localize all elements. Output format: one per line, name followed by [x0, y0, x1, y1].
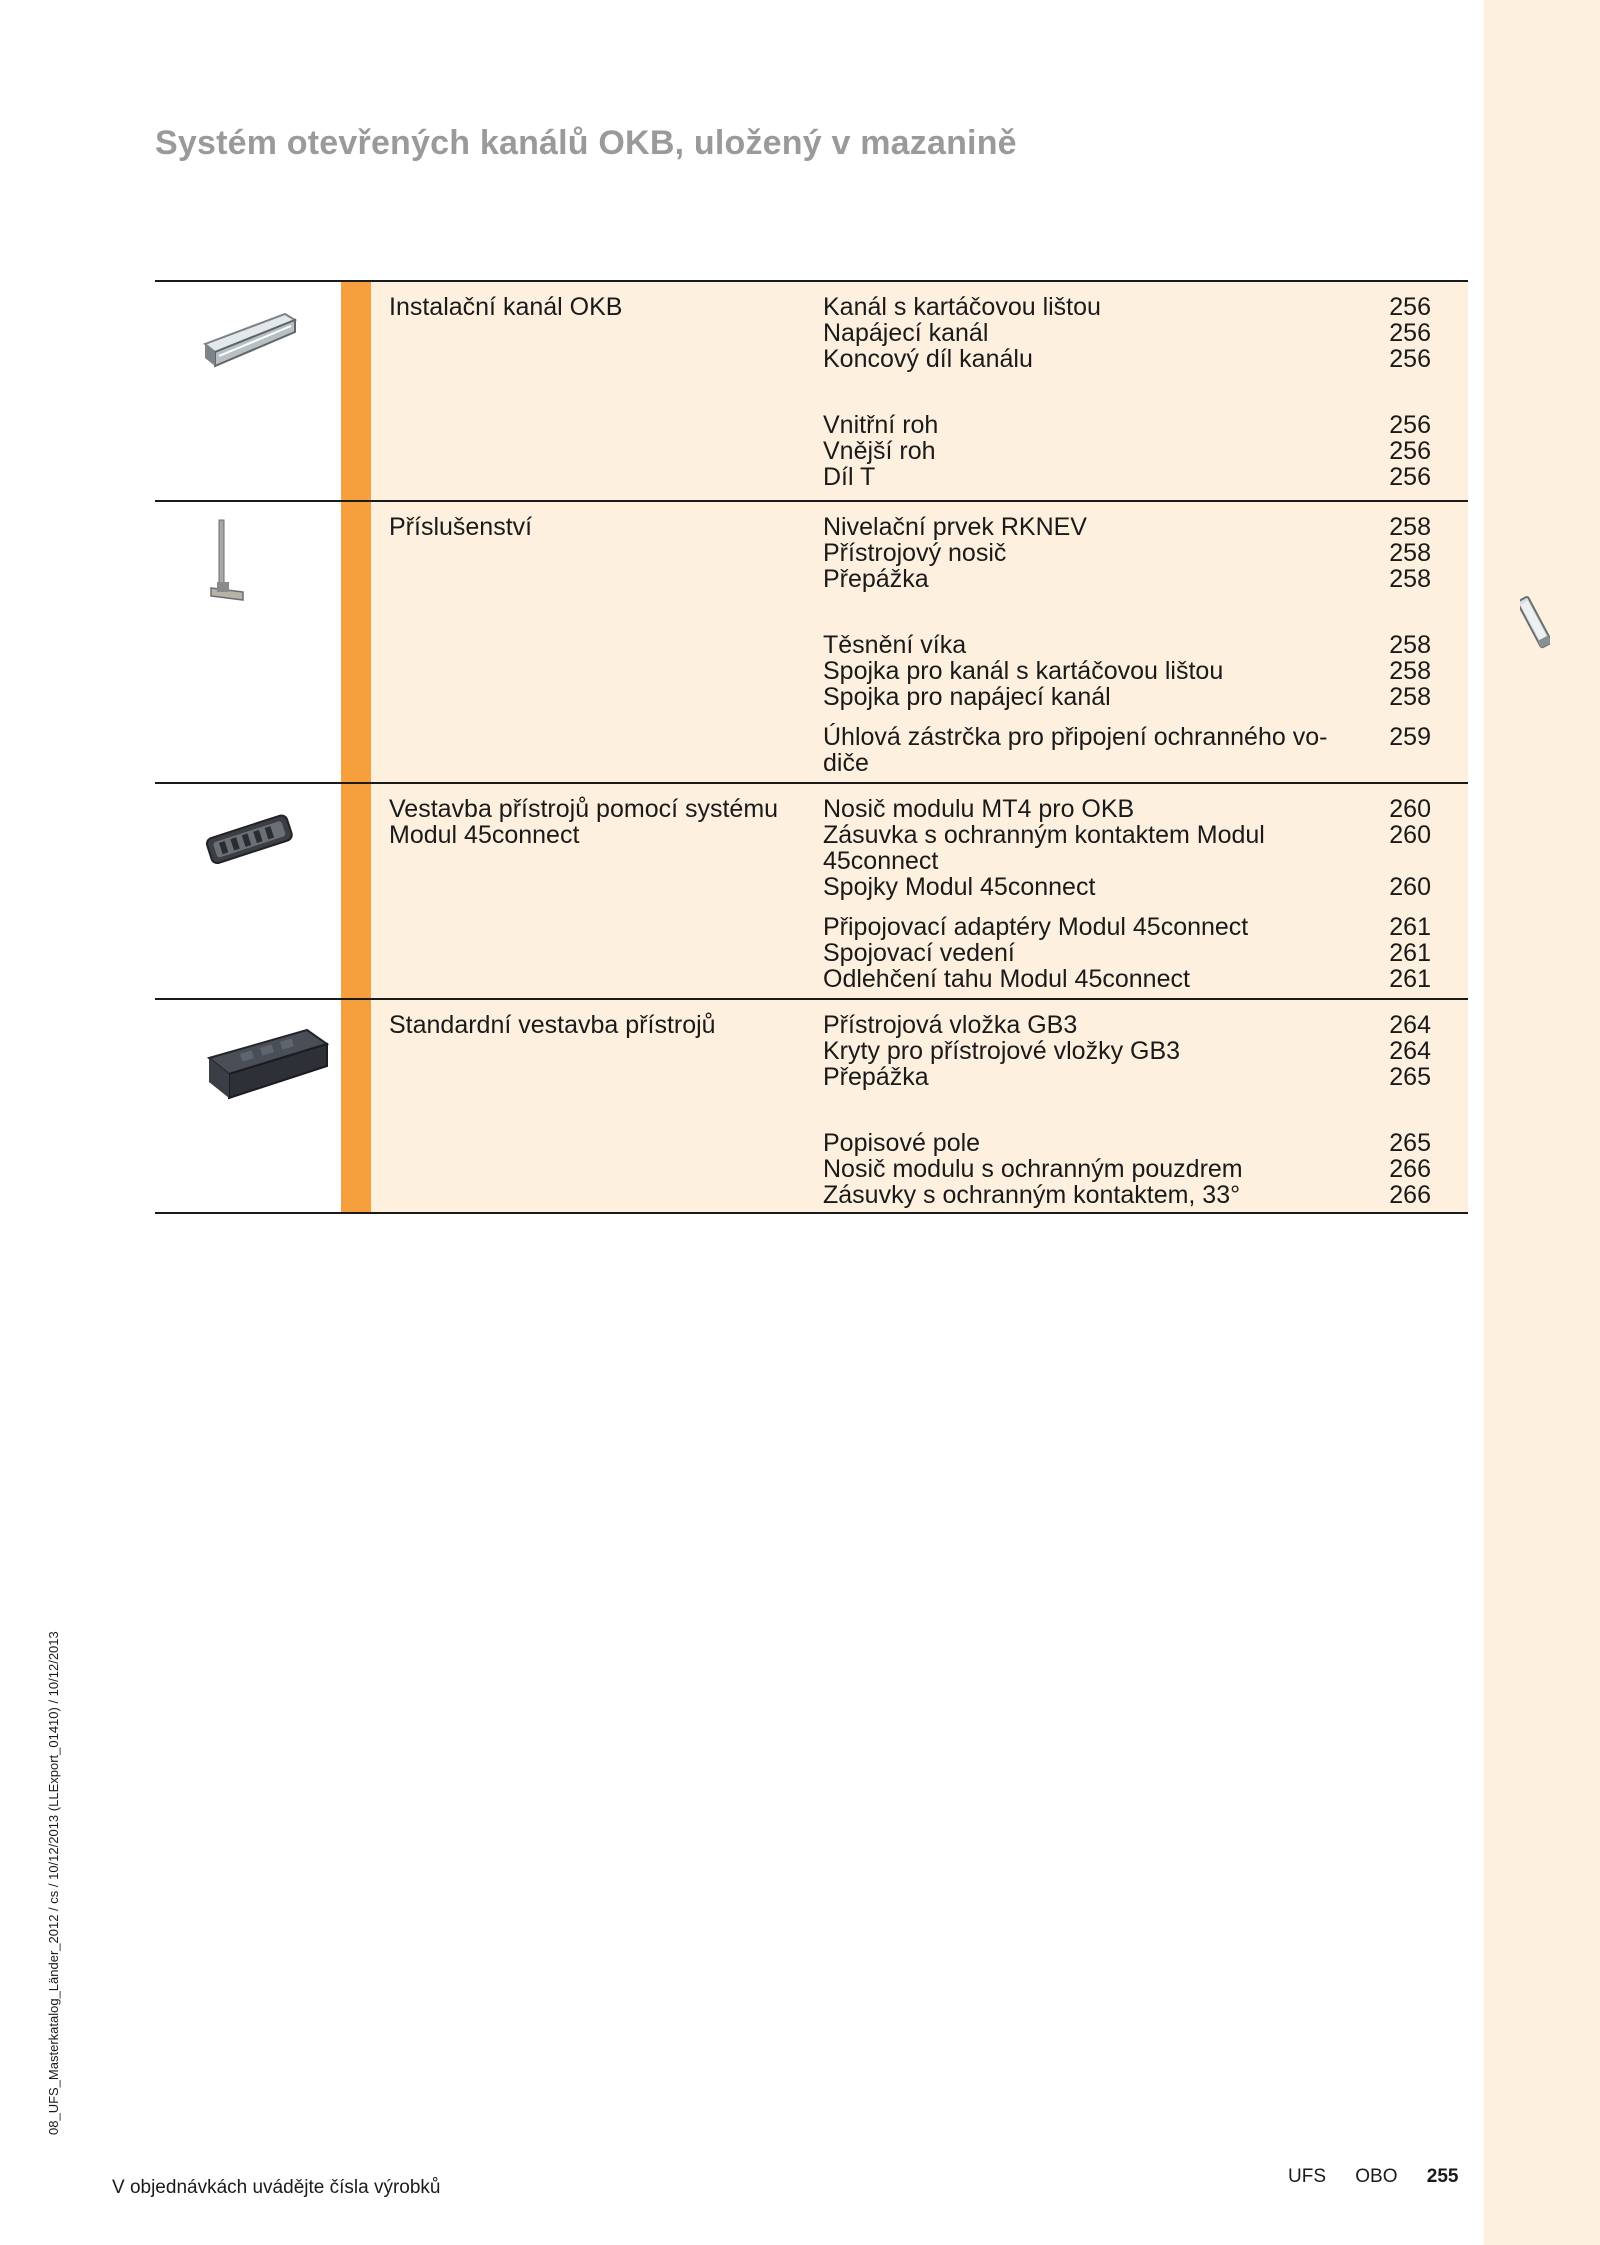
toc-entry: [823, 822, 1468, 874]
section-content: [371, 1000, 1468, 1212]
toc-entry: [823, 320, 1468, 346]
entry-page: 256: [1389, 463, 1431, 491]
side-color-strip: [1484, 0, 1600, 2245]
toc-entry: [823, 658, 1468, 684]
section-accent-bar: [341, 784, 371, 998]
entry-page: 258: [1389, 539, 1431, 567]
entry-name: Přístrojový nosič: [823, 539, 1007, 567]
entry-name: Úhlová zástrčka pro připojení ochranného vo- diče: [823, 723, 1328, 777]
entry-name: Přepážka: [823, 1063, 929, 1091]
toc-entry: [823, 874, 1468, 900]
entry-name: Vnější roh: [823, 437, 936, 465]
toc-entry: [823, 1130, 1468, 1156]
document-meta-note: 08_UFS_Masterkatalog_Länder_2012 / cs / 10/12/2013 (LLExport_01410) / 10/12/2013: [46, 1631, 61, 2135]
entry-page: 264: [1389, 1011, 1431, 1039]
toc-entry: [823, 1182, 1468, 1208]
toc-entry: [823, 1038, 1468, 1064]
entry-page: 261: [1389, 939, 1431, 967]
entry-group: [823, 724, 1468, 776]
entry-group: [823, 1012, 1468, 1090]
entry-group: [823, 412, 1468, 490]
section-content: [371, 784, 1468, 998]
entry-page: 260: [1389, 795, 1431, 823]
toc-section: [155, 282, 1468, 502]
entry-name: Přepážka: [823, 565, 929, 593]
section-thumbnail: [155, 784, 341, 998]
section-category: Příslušenství: [389, 513, 533, 541]
entry-page: 256: [1389, 345, 1431, 373]
entry-name: Připojovací adaptéry Modul 45connect: [823, 913, 1249, 941]
entry-page: 264: [1389, 1037, 1431, 1065]
entry-name: Nivelační prvek RKNEV: [823, 513, 1087, 541]
entry-name: Spojky Modul 45connect: [823, 873, 1096, 901]
entry-name: Spojovací vedení: [823, 939, 1015, 967]
footer-right: [1288, 2166, 1459, 2188]
entry-page: 256: [1389, 319, 1431, 347]
toc-entry: [823, 684, 1468, 710]
footer-brand: OBO: [1355, 2166, 1398, 2187]
entry-group: [823, 294, 1468, 372]
entry-name: Zásuvka s ochranným kontaktem Modul 45connect: [823, 821, 1272, 875]
toc-section: [155, 502, 1468, 784]
contents-table: [155, 280, 1468, 1214]
toc-entry: [823, 1156, 1468, 1182]
entry-group: [823, 796, 1468, 900]
toc-entry: [823, 566, 1468, 592]
page-number: 255: [1426, 2166, 1459, 2187]
section-content: [371, 282, 1468, 500]
entry-name: Napájecí kanál: [823, 319, 989, 347]
entry-page: 265: [1389, 1063, 1431, 1091]
entry-name: Popisové pole: [823, 1129, 981, 1157]
entry-page: 259: [1389, 723, 1431, 751]
entry-group: [823, 1130, 1468, 1208]
entry-name: Spojka pro kanál s kartáčovou lištou: [823, 657, 1224, 685]
entry-page: 261: [1389, 965, 1431, 993]
entry-page: 261: [1389, 913, 1431, 941]
toc-section: [155, 784, 1468, 1000]
section-accent-bar: [341, 282, 371, 500]
entry-page: 256: [1389, 293, 1431, 321]
toc-entry: [823, 540, 1468, 566]
toc-entry: [823, 514, 1468, 540]
entry-list: [823, 1012, 1468, 1208]
entry-name: Spojka pro napájecí kanál: [823, 683, 1111, 711]
entry-list: [823, 514, 1468, 776]
entry-name: Vnitřní roh: [823, 411, 939, 439]
section-thumbnail: [155, 502, 341, 782]
entry-name: Koncový díl kanálu: [823, 345, 1033, 373]
entry-page: 256: [1389, 437, 1431, 465]
section-content: [371, 502, 1468, 782]
entry-page: 266: [1389, 1181, 1431, 1209]
entry-name: Díl T: [823, 463, 876, 491]
entry-page: 260: [1389, 873, 1431, 901]
footer-section-code: UFS: [1288, 2166, 1326, 2187]
entry-page: 260: [1389, 821, 1431, 849]
section-thumbnail: [155, 282, 341, 500]
entry-page: 266: [1389, 1155, 1431, 1183]
entry-page: 256: [1389, 411, 1431, 439]
toc-entry: [823, 412, 1468, 438]
entry-group: [823, 632, 1468, 710]
entry-name: Nosič modulu s ochranným pouzdrem: [823, 1155, 1243, 1183]
entry-name: Kryty pro přístrojové vložky GB3: [823, 1037, 1181, 1065]
section-category: Vestavba přístrojů pomocí systému Modul 45connect: [389, 795, 779, 849]
toc-entry: [823, 914, 1468, 940]
section-category: Standardní vestavba přístrojů: [389, 1011, 716, 1039]
toc-entry: [823, 796, 1468, 822]
toc-entry: [823, 632, 1468, 658]
entry-list: [823, 294, 1468, 490]
toc-entry: [823, 438, 1468, 464]
toc-entry: [823, 966, 1468, 992]
toc-entry: [823, 1064, 1468, 1090]
section-thumbnail: [155, 1000, 341, 1212]
section-accent-bar: [341, 1000, 371, 1212]
toc-entry: [823, 464, 1468, 490]
toc-entry: [823, 940, 1468, 966]
toc-entry: [823, 724, 1468, 776]
entry-name: Zásuvky s ochranným kontaktem, 33°: [823, 1181, 1241, 1209]
entry-page: 258: [1389, 657, 1431, 685]
toc-entry: [823, 346, 1468, 372]
entry-name: Nosič modulu MT4 pro OKB: [823, 795, 1135, 823]
toc-entry: [823, 294, 1468, 320]
toc-entry: [823, 1012, 1468, 1038]
entry-page: 258: [1389, 565, 1431, 593]
entry-page: 265: [1389, 1129, 1431, 1157]
section-accent-bar: [341, 502, 371, 782]
entry-name: Kanál s kartáčovou lištou: [823, 293, 1101, 321]
channel-thumb-icon: [1520, 590, 1550, 656]
entry-page: 258: [1389, 683, 1431, 711]
entry-name: Přístrojová vložka GB3: [823, 1011, 1078, 1039]
page-title: Systém otevřených kanálů OKB, uložený v mazanině: [155, 124, 1017, 162]
section-category: Instalační kanál OKB: [389, 293, 623, 321]
entry-list: [823, 796, 1468, 992]
entry-page: 258: [1389, 513, 1431, 541]
entry-name: Těsnění víka: [823, 631, 967, 659]
entry-name: Odlehčení tahu Modul 45connect: [823, 965, 1190, 993]
footer-note: V objednávkách uvádějte čísla výrobků: [112, 2177, 441, 2198]
entry-page: 258: [1389, 631, 1431, 659]
toc-section: [155, 1000, 1468, 1214]
entry-group: [823, 914, 1468, 992]
entry-group: [823, 514, 1468, 592]
